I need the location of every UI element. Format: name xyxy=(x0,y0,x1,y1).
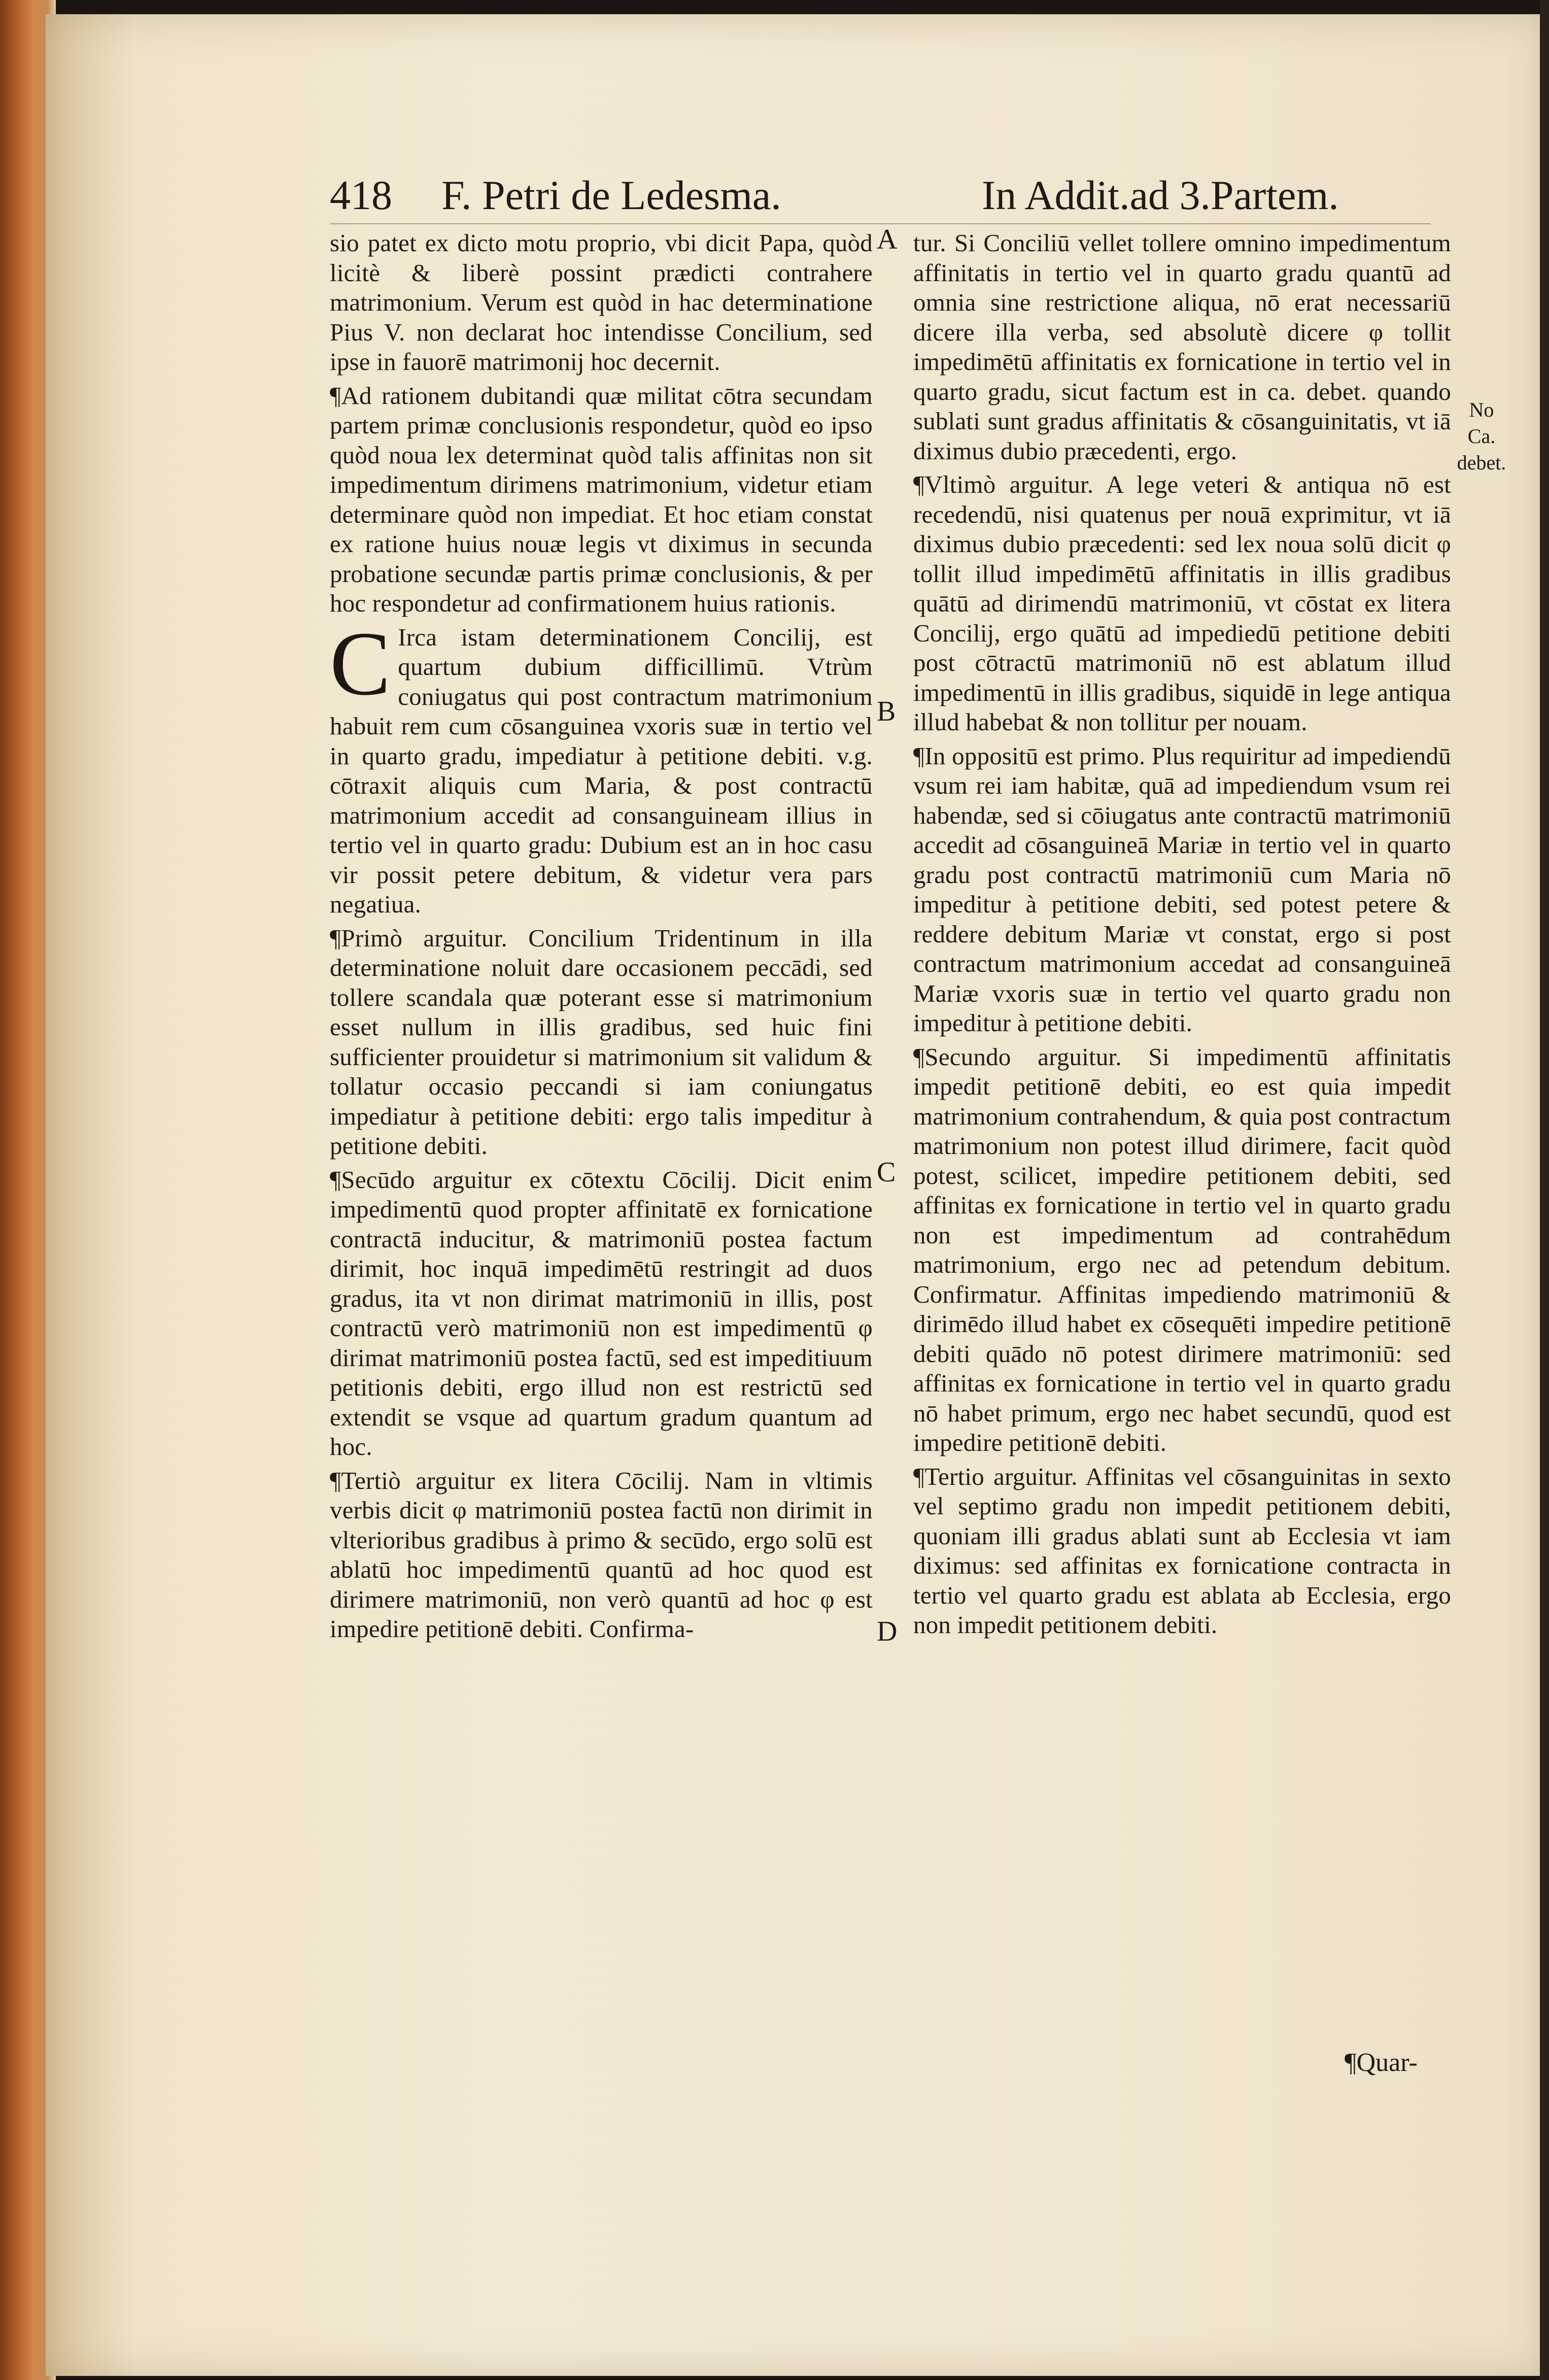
running-head-left: F. Petri de Ledesma. xyxy=(441,172,781,218)
page-edge-right xyxy=(1540,0,1549,2380)
marginal-note-line2: Ca. debet. xyxy=(1457,425,1506,474)
paragraph: sio patet ex dicto motu proprio, vbi dicit Papa, quòd licitè & liberè possint prædicti contrahere matrimonium. Verum est quòd in hac determinatione Pius V. non declarat hoc intendisse Concilium, sed ipse in fauorē matrimonij hoc decernit. xyxy=(330,229,873,376)
paragraph: ¶Primò arguitur. Concilium Tridentinum in illa determinatione noluit dare occasionem peccādi, sed tollere scandala quæ poterant esse si matrimonium esset nullum in illis gradibus, sed huic fini sufficienter prouidetur si matrimonium sit validum & tollatur occasio peccandi si iam coniungatus impediatur à petitione debiti: ergo talis impeditur à petitione debiti. xyxy=(330,924,873,1160)
paragraph: ¶Ad rationem dubitandi quæ militat cōtra secundam partem primæ conclusionis respondetur, quòd eo ipso quòd noua lex determinat quòd talis affinitas non sit impedimentum dirimens matrimonium, videtur etiam determinare quòd non impediat. Et hoc etiam constat ex ratione huius nouæ legis vt diximus in secunda probatione secundæ partis primæ conclusionis, & per hoc respondetur ad confirmationem huius rationis. xyxy=(330,381,873,617)
left-column xyxy=(330,228,873,1644)
catchword: ¶Quar- xyxy=(1345,2048,1418,2077)
paragraph: ¶Tertiò arguitur ex litera Cōcilij. Nam in vltimis verbis dicit φ matrimoniū postea factū non dirimit in vlterioribus gradibus à primo & secūdo, ergo solū est ablatū hoc impedimentū quantū ad hoc quod est dirimere matrimoniū, non verò quantū ad hoc φ est impedire petitionē debiti. Confirma- xyxy=(330,1466,873,1643)
margin-marker-b: B xyxy=(877,696,896,727)
margin-marker-a: A xyxy=(877,224,898,255)
paragraph: ¶Secundo arguitur. Si impedimentū affinitatis impedit petitionē debiti, eo est quia impedit matrimonium contrahendum, & quia post contractum matrimonium non potest illud dirimere, facit quòd potest, scilicet, impedire petitionem debiti, sed affinitas ex fornicatione in tertio vel in quarto gradu non est impedimentum ad contrahēdum matrimonium, ergo nec ad petendum debitum. Confirmatur. Affinitas impediendo matrimoniū & dirimēdo illud habet ex cōsequēti impedire petitionē debiti quādo nō potest dirimere matrimoniū: sed affinitas ex fornicatione in tertio vel in quarto gradu nō habet primum, ergo nec habet secundū, quod est impedire petitionē debiti. xyxy=(913,1042,1451,1456)
margin-marker-c: C xyxy=(877,1157,896,1188)
dropcap-paragraph xyxy=(330,613,873,920)
paragraph-text: Irca istam determinationem Concilij, est quartum dubium difficillimū. Vtrùm coniugatus qui post contractum matrimonium habuit rem cum cōsanguinea vxoris suæ in tertio vel in quarto gradu, impediatur à petitione debiti. v.g. cōtraxit aliquis cum Maria, & post contractū matrimonium accedit ad consanguineam illius in tertio vel in quarto gradu: Dubium est an in hoc casu vir possit petere debitum, & videtur vera pars negatiua. xyxy=(330,623,873,918)
right-column xyxy=(913,228,1451,1640)
running-head-right: In Addit.ad 3.Partem. xyxy=(982,172,1339,218)
drop-cap: C xyxy=(330,613,391,714)
paragraph: ¶Tertio arguitur. Affinitas vel cōsanguinitas in sexto vel septimo gradu non impedit petitionem debiti, quoniam illi gradus ablati sunt ab Ecclesia vt iam diximus: sed affinitas ex fornicatione contracta in tertio vel quarto gradu est ablata ab Ecclesia, ergo non impedit petitionem debiti. xyxy=(913,1462,1451,1639)
marginal-note xyxy=(1443,397,1520,476)
paragraph: ¶Vltimò arguitur. A lege veteri & antiqua nō est recedendū, nisi quatenus per nouā exprimitur, vt iā diximus dubio præcedenti: sed lex noua solū dicit φ tollit illud impedimētū affinitatis in illis gradibus quātū ad dirimendū matrimoniū, vt cōstat ex litera Concilij, ergo quātū ad impediedū petitione debiti post cōtractū matrimoniū nō est ablatum illud impedimentū in illis gradibus, siquidē in lege antiqua illud habebat & non tollitur per nouam. xyxy=(913,470,1451,736)
folio-number: 418 xyxy=(330,172,392,218)
paragraph: ¶Secūdo arguitur ex cōtextu Cōcilij. Dicit enim impedimentū quod propter affinitatē ex fornicatione contractā inducitur, & matrimoniū postea factum dirimit, hoc inquā impedimētū restringit ad duos gradus, ita vt non dirimat matrimoniū in illis, post contractū verò matrimoniū non est impedimentū φ dirimat matrimoniū postea factū, sed est impeditiuum petitionis debiti, ergo illud non est restrictū sed extendit se vsque ad quartum gradum quantum ad hoc. xyxy=(330,1165,873,1460)
margin-marker-d: D xyxy=(877,1616,898,1647)
paragraph: tur. Si Conciliū vellet tollere omnino impedimentum affinitatis in tertio vel in quarto gradu quantū ad omnia sine restrictione aliqua, nō erat necessariū dicere illa verba, sed absolutè dicere φ tollit impedimētū affinitatis ex fornicatione in tertio vel in quarto gradu, sicut factum est in ca. debet. quando sublati sunt gradus affinitatis & cōsanguinitatis, vt iā diximus dubio præcedenti, ergo. xyxy=(913,229,1451,465)
paragraph: ¶In oppositū est primo. Plus requiritur ad impediendū vsum rei iam habitæ, quā ad impediendum vsum rei habendæ, sed si cōiugatus ante contractū matrimoniū accedit ad cōsanguineā Mariæ in tertio vel in quarto gradu post contractū matrimoniū cum Maria nō impeditur à petitione debiti, sed potest petere & reddere debitum Mariæ vt constat, ergo si post contractum matrimonium accedat ad consanguineā Mariæ vxoris suæ in tertio vel quarto gradu non impeditur à petitione debiti. xyxy=(913,741,1451,1037)
marginal-note-line1: No xyxy=(1469,398,1494,421)
